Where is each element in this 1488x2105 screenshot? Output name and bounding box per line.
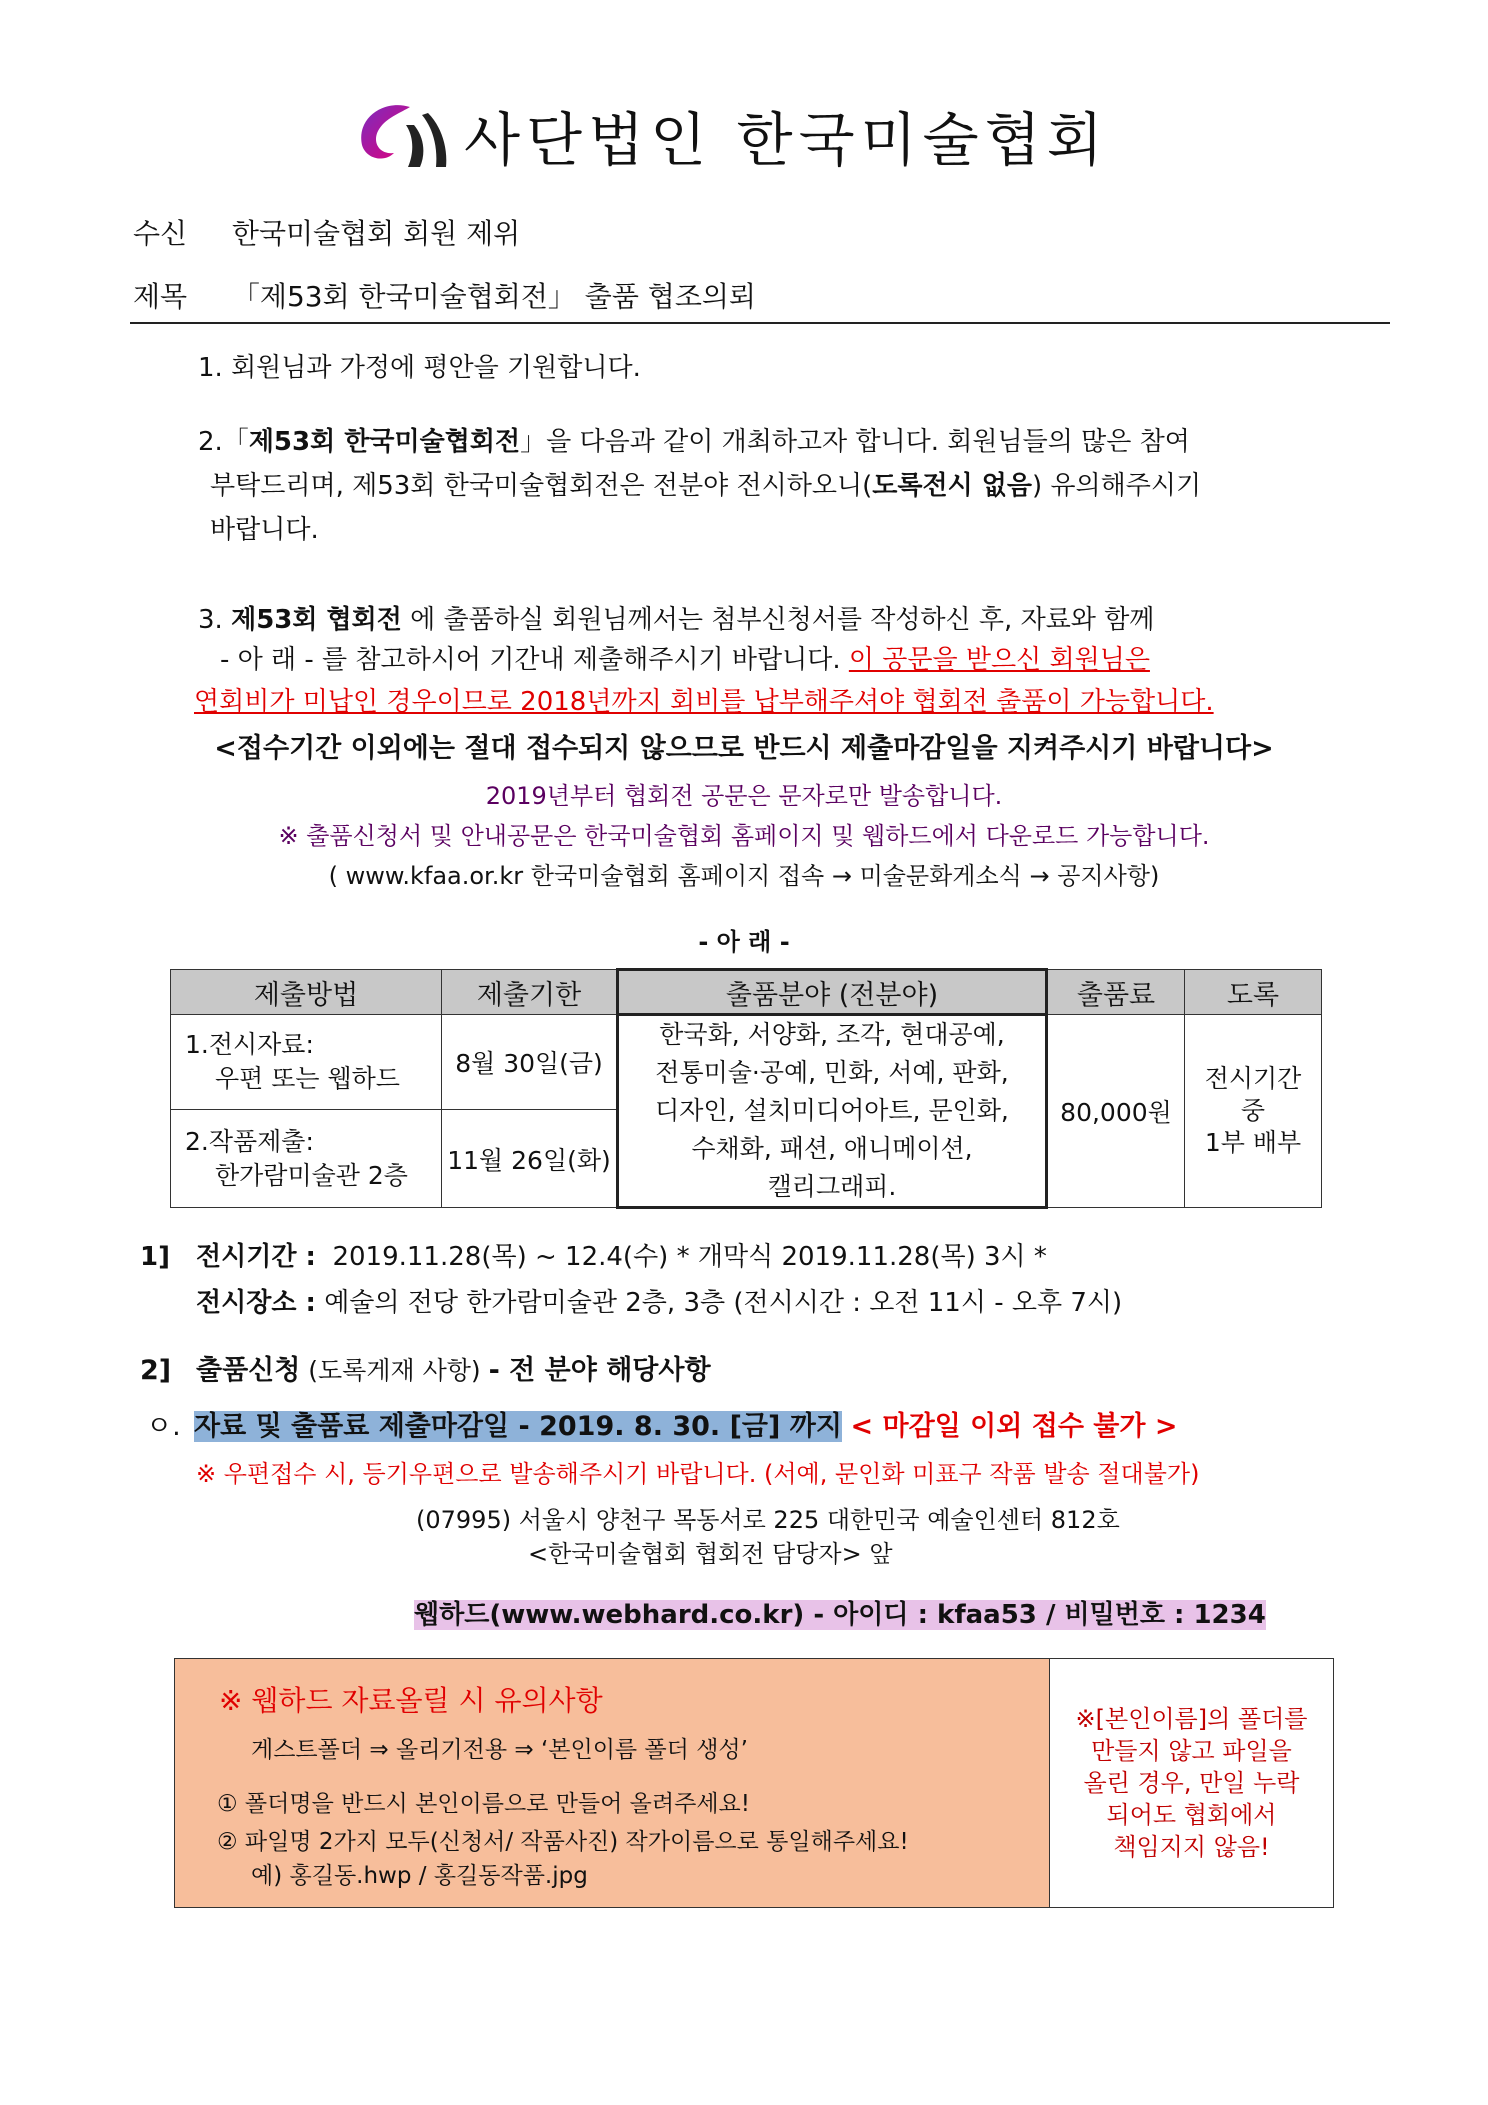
notice-box-main <box>175 1659 1050 1907</box>
catalog-line: 전시기간 <box>1204 1064 1302 1093</box>
webhard-notice-box <box>174 1658 1334 1908</box>
p2-line2-a: 부탁드리며, 제53회 한국미술협회전은 전분야 전시하오니( <box>210 471 873 501</box>
p3-a: 3. <box>198 605 232 635</box>
p3-warning-b: 연회비가 미납인 경우이므로 2018년까지 회비를 납부해주셔야 협회전 출품이 가능합니다. <box>194 687 1214 717</box>
row2-method <box>171 1110 442 1208</box>
venue-value: 예술의 전당 한가람미술관 2층, 3층 (전시시간 : 오전 11시 - 오후 7시) <box>324 1288 1123 1318</box>
field-line: 수채화, 패션, 애니메이션, <box>691 1134 973 1163</box>
paragraph-1: 1. 회원님과 가정에 평안을 기원합니다. <box>198 353 641 383</box>
section-2-title-c: - 전 분야 해당사항 <box>488 1355 711 1386</box>
row1-method-line1: 1.전시자료: <box>185 1030 314 1060</box>
row1-method <box>171 1015 442 1110</box>
notice-example: 예) 홍길동.hwp / 홍길동작품.jpg <box>251 1863 588 1889</box>
deadline-line <box>146 1404 1178 1443</box>
recipient-value: 한국미술협회 회원 제위 <box>231 217 521 250</box>
row1-method-line2: 우편 또는 웹하드 <box>215 1064 400 1094</box>
deadline-highlight: 자료 및 출품료 제출마감일 - 2019. 8. 30. [금] 까지 <box>194 1411 842 1442</box>
row2-deadline: 11월 26일(화) <box>442 1110 618 1208</box>
p2-c: 」을 다음과 같이 개최하고자 합니다. 회원님들의 많은 참여 <box>520 427 1190 457</box>
webhard-info <box>414 1594 1266 1631</box>
download-notice: ※ 출품신청서 및 안내공문은 한국미술협회 홈페이지 및 웹하드에서 다운로드 가능합니다. <box>278 822 1210 850</box>
paragraph-3 <box>194 598 1348 724</box>
th-method: 제출방법 <box>171 970 442 1015</box>
below-label: - 아 래 - <box>698 928 790 956</box>
p3-line2-a: - 아 래 - 를 참고하시어 기간내 제출해주시기 바랍니다. <box>220 645 849 675</box>
side-line: 만들지 않고 파일을 <box>1091 1737 1292 1765</box>
section-2-title-a: 출품신청 <box>196 1355 301 1386</box>
recipient-line <box>133 212 520 252</box>
deadline-warning: < 마감일 이외 접수 불가 > <box>850 1411 1178 1442</box>
notice-box-side <box>1050 1659 1333 1907</box>
venue-label: 전시장소 : <box>196 1288 316 1318</box>
header-divider <box>130 322 1390 324</box>
p3-warning-a: 이 공문을 받으신 회원님은 <box>848 645 1150 675</box>
section-2-num: 2] <box>140 1355 172 1386</box>
submission-table <box>170 968 1322 1209</box>
row1-deadline: 8월 30일(금) <box>442 1015 618 1110</box>
notice-title: ※ 웹하드 자료올릴 시 유의사항 <box>219 1684 603 1717</box>
recipient-label: 수신 <box>133 217 188 250</box>
row2-method-line1: 2.작품제출: <box>185 1126 314 1156</box>
th-fee: 출품료 <box>1047 970 1185 1015</box>
catalog-line: 1부 배부 <box>1204 1128 1302 1157</box>
side-line: 올린 경우, 만일 누락 <box>1083 1769 1300 1797</box>
p3-c: 에 출품하실 회원님께서는 첨부신청서를 작성하신 후, 자료와 함께 <box>401 605 1155 635</box>
section-2-title <box>140 1348 711 1387</box>
section-2-title-b: (도록게재 사항) <box>300 1356 489 1385</box>
fee-cell: 80,000원 <box>1047 1015 1185 1208</box>
th-catalog: 도록 <box>1185 970 1322 1015</box>
period-label: 전시기간 : <box>196 1242 316 1272</box>
p2-line3: 바랍니다. <box>210 515 319 545</box>
field-line: 캘리그래피. <box>767 1172 897 1201</box>
org-name: 사단법인 한국미술협회 <box>464 106 1109 174</box>
p2-event-name: 제53회 한국미술협회전 <box>248 427 521 457</box>
deadline-bold-notice: <접수기간 이외에는 절대 접수되지 않으므로 반드시 제출마감일을 지켜주시기 바랍니다> <box>214 733 1274 764</box>
kfaa-logo-icon <box>350 95 450 175</box>
subject-value: 「제53회 한국미술협회전」 출품 협조의뢰 <box>231 280 756 313</box>
sms-notice: 2019년부터 협회전 공문은 문자로만 발송합니다. <box>485 782 1003 810</box>
section-1-num: 1] <box>140 1242 170 1272</box>
bullet: ㅇ. <box>146 1411 181 1442</box>
field-line: 디자인, 설치미디어아트, 문인화, <box>655 1096 1009 1125</box>
paragraph-2 <box>198 420 1338 552</box>
section-1 <box>140 1234 1122 1326</box>
path-notice: ( www.kfaa.or.kr 한국미술협회 홈페이지 접속 → 미술문화게소식 → 공지사항) <box>328 862 1160 890</box>
th-field: 출품분야 (전분야) <box>618 970 1047 1015</box>
p2-line2-c: ) 유의해주시기 <box>1031 471 1202 501</box>
period-value: 2019.11.28(목) ~ 12.4(수) * 개막식 2019.11.28(목) 3시 * <box>332 1242 1047 1272</box>
side-line: ※[본인이름]의 폴더를 <box>1075 1705 1308 1733</box>
side-line: 책임지지 않음! <box>1113 1833 1270 1861</box>
webhard-credentials: 웹하드(www.webhard.co.kr) - 아이디 : kfaa53 / 비밀번호 : 1234 <box>414 1600 1266 1630</box>
header <box>350 95 1109 175</box>
th-deadline: 제출기한 <box>442 970 618 1015</box>
field-line: 한국화, 서양화, 조각, 현대공예, <box>659 1020 1005 1049</box>
field-line: 전통미술·공예, 민화, 서예, 판화, <box>655 1058 1009 1087</box>
notice-item-2: ② 파일명 2가지 모두(신청서/ 작품사진) 작가이름으로 통일해주세요! <box>217 1829 909 1855</box>
p2-a: 2.「 <box>198 427 249 457</box>
table-row <box>171 1015 1322 1110</box>
table-header-row <box>171 970 1322 1015</box>
mail-notice: ※ 우편접수 시, 등기우편으로 발송해주시기 바랍니다. (서예, 문인화 미표구 작품 발송 절대불가) <box>196 1460 1200 1488</box>
address: (07995) 서울시 양천구 목동서로 225 대한민국 예술인센터 812호 <box>416 1506 1120 1534</box>
subject-line <box>133 275 756 315</box>
side-line: 되어도 협회에서 <box>1106 1801 1277 1829</box>
catalog-cell <box>1185 1015 1322 1208</box>
subject-label: 제목 <box>133 280 188 313</box>
catalog-line: 중 <box>1240 1096 1266 1125</box>
p2-no-catalog: 도록전시 없음 <box>872 471 1032 501</box>
addressee: <한국미술협회 협회전 담당자> 앞 <box>528 1540 893 1568</box>
notice-path: 게스트폴더 ⇒ 올리기전용 ⇒ ‘본인이름 폴더 생성’ <box>251 1737 748 1763</box>
row2-method-line2: 한가람미술관 2층 <box>215 1160 408 1190</box>
p3-event: 제53회 협회전 <box>231 605 402 635</box>
notice-item-1: ① 폴더명을 반드시 본인이름으로 만들어 올려주세요! <box>217 1791 750 1817</box>
field-list <box>618 1015 1047 1208</box>
